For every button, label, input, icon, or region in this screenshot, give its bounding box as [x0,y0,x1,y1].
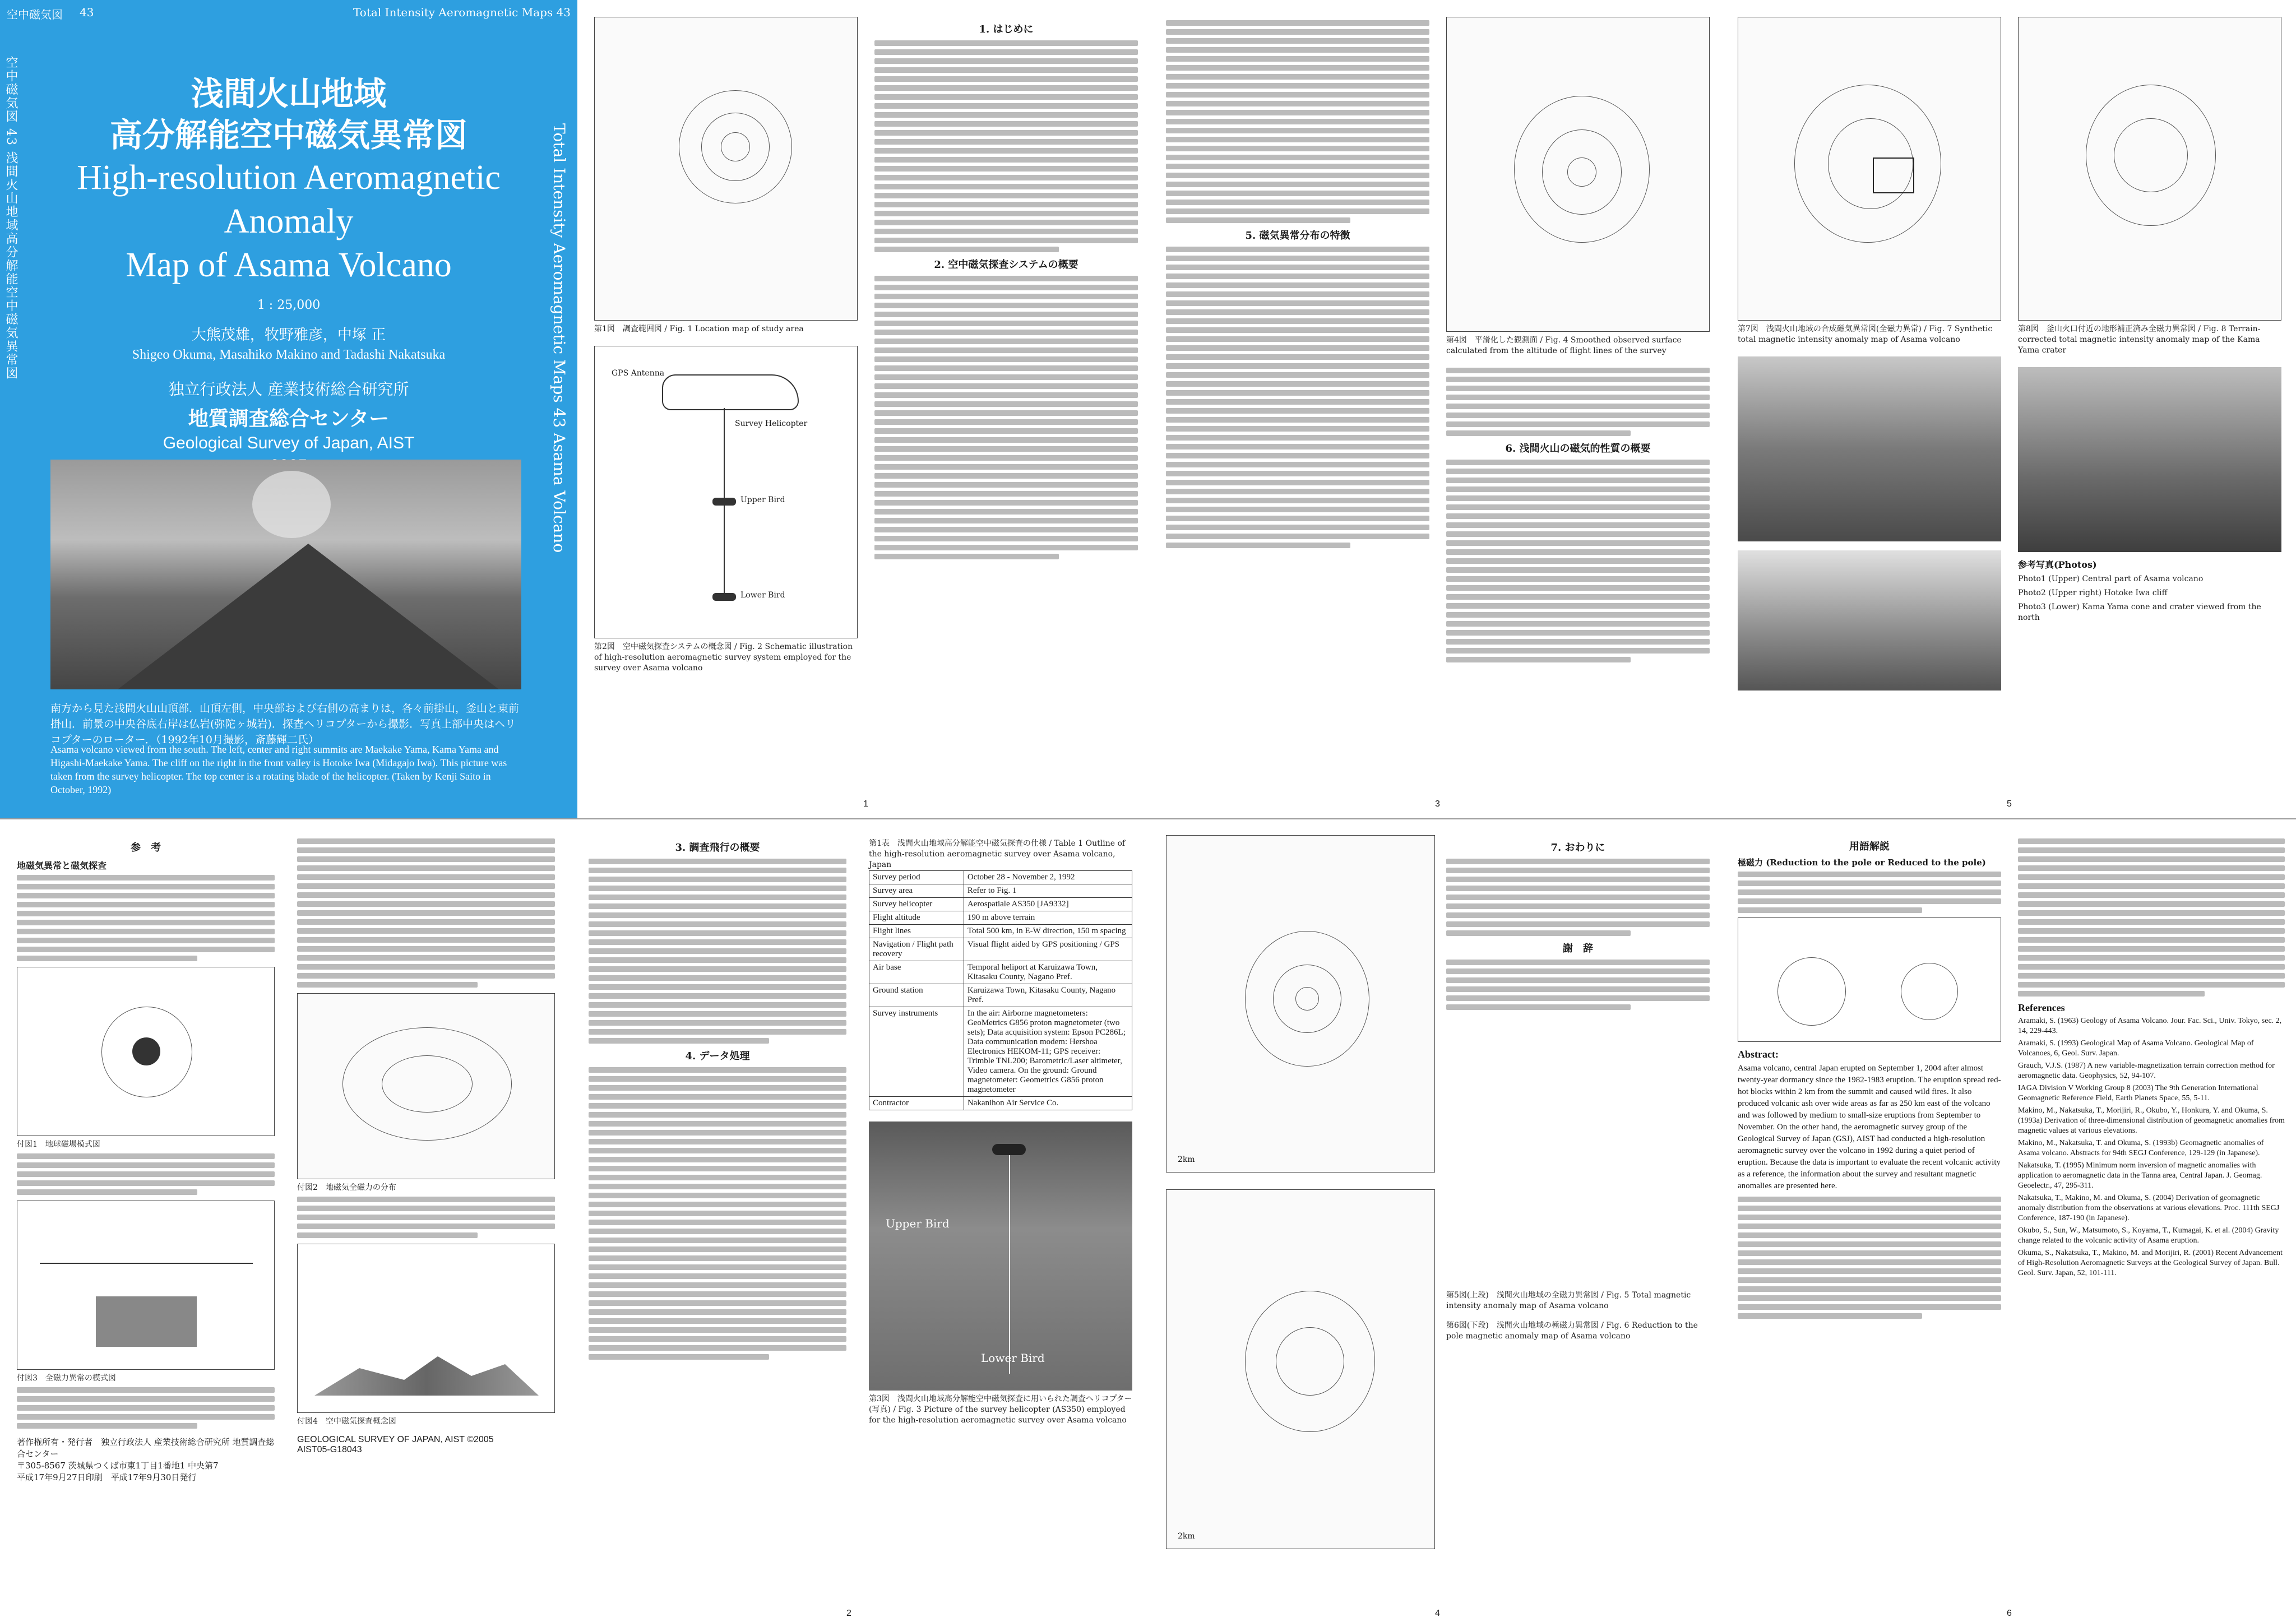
upper-bird-label: Upper Bird [740,495,785,504]
fig5-caption: 第5図(上段) 浅間火山地域の全磁力異常図 / Fig. 5 Total magnetic intensity anomaly map of Asama volcano [1446,1291,1691,1310]
table-key-cell: Survey period [869,871,964,884]
table-key-cell: Contractor [869,1097,964,1110]
table-row [869,884,1132,898]
fig8-caption: 第8図 釜山火口付近の地形補正済み全磁力異常図 / Fig. 8 Terrain-corrected total magnetic intensity anomaly map of the Kama Yama crater [2018,325,2261,355]
table-value-cell: Visual flight aided by GPS positioning / GPS [964,938,1132,961]
page3-col-right [1446,17,1710,666]
section6-heading: 6. 浅間火山の磁気的性質の概要 [1505,443,1651,455]
acknowledgement-heading: 謝 辞 [1563,943,1593,954]
magnetic-body [96,1296,197,1347]
reference-item: Nakatsuka, T. (1995) Minimum norm inversion of magnetic anomalies with application to aeromagnetic data in the Tanna area, Central Japan. J. Geomag. Geoelectr., 47, 295-311. [2018,1161,2262,1190]
page2-col-4 [869,835,1132,1426]
footer-addr: 〒305-8567 茨城県つくば市東1丁目1番地1 中央第7 [17,1461,219,1471]
header-series-jp: 空中磁気図 [7,8,63,21]
scale-label: 2km [1178,1155,1195,1164]
fig2-caption: 第2図 空中磁気探査システムの概念図 / Fig. 2 Schematic illustration of high-resolution aeromagnetic survey system employed for the survey over Asama volcano [594,642,853,673]
table-value-cell: Refer to Fig. 1 [964,884,1132,898]
terrain-profile [314,1356,539,1396]
fig1-location-map [594,17,858,321]
section5-heading: 5. 磁気異常分布の特徴 [1245,230,1350,242]
header-series-num: 43 [80,6,94,19]
table-key-cell: Navigation / Flight path recovery [869,938,964,961]
page2-col-1 [17,835,275,1484]
fig5-total-intensity-map [1166,835,1435,1173]
section4-heading: 4. データ処理 [685,1050,750,1062]
glossary-heading: 用語解説 [1849,841,1890,852]
page-number: 4 [1435,1609,1440,1618]
fig-a3-anomaly-diagram [17,1201,275,1370]
title-en-1: High-resolution Aeromagnetic Anomaly [77,159,501,240]
survey-spec-table [869,870,1132,1110]
table-value-cell: Karuizawa Town, Kitasaku County, Nagano Pref. [964,984,1132,1007]
photo1-central-part [1738,356,2001,541]
fig6-caption: 第6図(下段) 浅間火山地域の極磁力異常図 / Fig. 6 Reduction to the pole magnetic anomaly map of Asama volcano [1446,1321,1698,1341]
photo2-hotoke-iwa [2018,367,2281,552]
earth-core [132,1037,160,1065]
footer-publisher [17,1436,275,1484]
footer-date: 平成17年9月27日印刷 平成17年9月30日発行 [17,1472,197,1482]
reference-item: Makino, M., Nakatsuka, T. and Okuma, S. (1993b) Geomagnetic anomalies of Asama volcano. Abstracts for 94th SEGJ Conference, 129-129 (in Japanese). [2018,1139,2264,1157]
fig3-helicopter-photo [869,1122,1132,1391]
photo-upper-bird-label: Upper Bird [886,1217,950,1230]
page2-col-3 [589,835,846,1363]
section3-heading: 3. 調査飛行の概要 [675,842,760,854]
org-jp-1: 独立行政法人 産業技術総合研究所 [168,380,409,398]
photo-caption-jp: 南方から見た浅間火山山頂部．山頂左側，中央部および右側の高まりは，各々前掛山，釜山と東前掛山．前景の中央谷底右岸は仏岩(弥陀ヶ城岩)．探査ヘリコプターから撮影．写真上部中央はヘリコプターのローター．（1992年10月撮影，斎藤輝二氏） [50,702,520,746]
fig8-crater-map [2018,17,2281,321]
page3-col-left [1166,17,1429,552]
photo-cable [1009,1155,1010,1374]
reference-item: Grauch, V.J.S. (1987) A new variable-magnetization terrain correction method for aeromagnetic data. Geophysics, 52, 94-107. [2018,1062,2275,1080]
section2-heading: 2. 空中磁気探査システムの概要 [934,259,1078,271]
upper-bird-shape [712,498,736,506]
reference-item: Aramaki, S. (1993) Geological Map of Asama Volcano. Geological Map of Volcanoes, 6, Geol. Surv. Japan. [2018,1039,2254,1058]
table-key-cell: Survey instruments [869,1007,964,1097]
title-jp-2: 高分解能空中磁気異常図 [109,116,467,154]
page-number: 1 [863,799,868,809]
photo1-caption: Photo1 (Upper) Central part of Asama volcano [2018,574,2204,583]
scale-label: 2km [1178,1532,1195,1541]
page5-col-left [1738,17,2001,690]
contour-ring [1295,987,1319,1011]
table-row [869,938,1132,961]
reference-item: Okuma, S., Nakatsuka, T., Makino, M. and Morijiri, R. (2001) Recent Advancement of High-Resolution Aeromagnetic Surveys at the Geological Survey of Japan. Bull. Geol. Surv. Japan, 52, 101-111. [2018,1249,2283,1277]
photo2-caption: Photo2 (Upper right) Hotoke Iwa cliff [2018,588,2168,597]
table-row [869,1097,1132,1110]
contour-ring [1777,957,1846,1026]
page-6 [1726,824,2296,1622]
glossary-figure [1738,917,2001,1042]
fig-a1-earth-field [17,967,275,1136]
page-2 [0,824,1144,1622]
spine-right: Total Intensity Aeromagnetic Maps 43 Asama Volcano [550,123,568,553]
fig7-caption: 第7図 浅間火山地域の合成磁気異常図(全磁力異常) / Fig. 7 Synthetic total magnetic intensity anomaly map of Asama volcano [1738,325,1993,344]
table-key-cell: Survey helicopter [869,898,964,911]
page4-col-left [1166,835,1435,1549]
profile-line [40,1263,253,1264]
table-row [869,961,1132,984]
contour-ring [382,1055,473,1113]
table-value-cell: In the air: Airborne magnetometers: GeoMetrics G856 proton magnetometer (two sets); Data acquisition system: Epson PC286L; Data communication modem: Hershoa Electronics HEKOM-11; GPS receiver: Trimble TNL200; Barometric/Laser altimeter, Video camera. On the ground: Ground magnetometer: Geometrics G856 proton magnetometer [964,1007,1132,1097]
contour-ring [1567,157,1596,187]
reference-item: Makino, M., Nakatsuka, T., Morijiri, R., Okubo, Y., Honkura, Y. and Okuma, S. (1993a) Derivation of three-dimensional distribution of geomagnetic anomalies from magnetic values at various elevations. [2018,1106,2285,1135]
fig-a4-survey-concept [297,1244,555,1413]
table-value-cell: Nakanihon Air Service Co. [964,1097,1132,1110]
section7-heading: 7. おわりに [1550,842,1605,854]
table-key-cell: Flight lines [869,925,964,938]
fig7-synthetic-map [1738,17,2001,321]
table-value-cell: Temporal heliport at Karuizawa Town, Kitasaku County, Nagano Pref. [964,961,1132,984]
fig6-reduction-to-pole-map [1166,1189,1435,1549]
fig-a4-caption: 付図4 空中磁気探査概念図 [297,1417,396,1426]
contour-ring [1276,1327,1344,1396]
fig4-caption: 第4図 平滑化した観測面 / Fig. 4 Smoothed observed surface calculated from the altitude of flight lines of the survey [1446,336,1682,355]
photo-caption-en: Asama volcano viewed from the south. The left, center and right summits are Maekake Yama, Kama Yama and Higashi-Maekake Yama. The cliff on the right in the front valley is Hotoke Iwa (Midagajo Iwa). This picture was taken from the survey helicopter. The top center is a rotating blade of the helicopter. (Taken by Kenji Saito in October, 1992) [50,744,507,795]
lower-bird-label: Lower Bird [740,591,785,600]
org-jp-2: 地質調査総合センター [188,407,390,430]
fig-a3-caption: 付図3 全磁力異常の模式図 [17,1374,116,1383]
eruption-plume [252,471,331,538]
helicopter-shape [662,374,799,410]
page-1 [583,0,1149,813]
page-4 [1155,824,1721,1622]
page-5 [1726,0,2296,813]
page-3 [1155,0,1721,813]
fig-a2-world-map [297,993,555,1179]
section1-heading: 1. はじめに [979,24,1034,35]
header-series-en: Total Intensity Aeromagnetic Maps 43 [353,6,571,19]
reference-list [2018,1016,2285,1278]
table-row [869,1007,1132,1097]
fig3-caption: 第3図 浅間火山地域高分解能空中磁気探査に用いられた調査ヘリコプター(写真) / Fig. 3 Picture of the survey helicopter (AS350) employed for the high-resolution aeromagnetic survey over Asama volcano [869,1394,1132,1425]
table-value-cell: 190 m above terrain [964,911,1132,925]
contour-ring [721,132,750,161]
title-en-2: Map of Asama Volcano [126,246,452,284]
fig1-caption: 第1図 調査範囲図 / Fig. 1 Location map of study area [594,325,804,333]
cover-page [0,0,577,818]
org-en: Geological Survey of Japan, AIST [163,434,415,452]
reference-item: Aramaki, S. (1963) Geology of Asama Volcano. Jour. Fac. Sci., Univ. Tokyo, sec. 2, 14, 229-443. [2018,1017,2282,1035]
page-number: 6 [2007,1609,2012,1618]
fig4-observed-surface [1446,17,1710,332]
heli-label: Survey Helicopter [735,419,808,428]
photos-label: 参考写真(Photos) [2018,559,2097,570]
title-jp-1: 浅間火山地域 [191,75,386,113]
contour-ring [1901,963,1958,1020]
gps-label: GPS Antenna [612,369,665,378]
footer-copyright: GEOLOGICAL SURVEY OF JAPAN, AIST ©2005 [297,1435,494,1444]
table-row [869,925,1132,938]
row-divider [0,818,2296,819]
volcano-photo [50,460,521,689]
page4-col-right [1446,835,1710,1342]
fig-a1-caption: 付図1 地球磁場模式図 [17,1140,100,1149]
fig-a2-caption: 付図2 地磁気全磁力の分布 [297,1183,396,1192]
volcano-peak [118,544,499,689]
table-value-cell: Aerospatiale AS350 [JA9332] [964,898,1132,911]
reference-item: Okubo, S., Sun, W., Matsumoto, S., Koyama, T., Kumagai, K. et al. (2004) Gravity change related to the volcanic activity of Asama eruption. [2018,1226,2279,1245]
spine-left: 空中磁気図 43 浅間火山地域高分解能空中磁気異常図 [4,56,18,380]
table1-title: 第1表 浅間火山地域高分解能空中磁気探査の仕様 / Table 1 Outline of the high-resolution aeromagnetic survey over Asama volcano, Japan [869,839,1126,869]
lower-bird-shape [712,593,736,601]
page-number: 3 [1435,799,1440,809]
page6-col-right [2018,835,2285,1281]
abstract-text: Asama volcano, central Japan erupted on September 1, 2004 after almost twenty-year dormancy since the 1982-1983 eruption. The eruption spread red-hot blocks within 2 km from the summit and caused wild fires. It also produced volcanic ash over wide areas as far as 250 km east of the volcano and was followed by medium to small-size eruptions from September to November. On the other hand, the aeromagnetic survey group of the Geological Survey of Japan (GSJ), AIST had conducted a high-resolution aeromagnetic survey over the volcano in 1992 during a quiet period of eruption. Because the data is important to evaluate the recent volcanic activity as a reference, the information about the survey and resultant magnetic anomalies are presented here. [1738,1064,2001,1190]
photo-lower-bird-label: Lower Bird [981,1351,1045,1365]
photo3-kama-yama [1738,550,2001,690]
photo-helicopter [992,1144,1026,1155]
table-key-cell: Flight altitude [869,911,964,925]
table-row [869,898,1132,911]
references-heading: References [2018,1002,2065,1013]
authors-en: Shigeo Okuma, Masahiko Makino and Tadashi Nakatsuka [132,347,446,362]
table-value-cell: October 28 - November 2, 1992 [964,871,1132,884]
reference-item: Nakatsuka, T., Makino, M. and Okuma, S. (2004) Derivation of geomagnetic anomaly distribution from the observations at various elevations. Proc. 111th SEGJ Conference, 187-190 (in Japanese). [2018,1194,2280,1222]
page-number: 5 [2007,799,2012,809]
page1-col-right [874,17,1138,563]
crater-box [1873,157,1914,193]
map-scale: 1 : 25,000 [257,298,321,312]
photo3-caption: Photo3 (Lower) Kama Yama cone and crater viewed from the north [2018,603,2261,622]
fig2-system-diagram [594,346,858,638]
page1-col-left [594,17,858,674]
table-key-cell: Air base [869,961,964,984]
page2-col-2 [297,835,555,1455]
page5-col-right [2018,17,2281,623]
cover-header [7,6,571,22]
abstract-heading: Abstract: [1738,1049,1779,1060]
title-block [45,73,533,475]
contour-ring [2114,118,2188,192]
page-number: 2 [846,1609,851,1618]
table-row [869,911,1132,925]
table-row [869,871,1132,884]
authors-jp: 大熊茂雄，牧野雅彦，中塚 正 [191,327,386,344]
page6-col-left [1738,835,2001,1322]
glossary-term: 極磁力 (Reduction to the pole or Reduced to the pole) [1738,858,1986,868]
reference-item: IAGA Division V Working Group 8 (2003) The 9th Generation International Geomagnetic Reference Field, Earth Planets Space, 55, 5-11. [2018,1084,2258,1102]
table-key-cell: Ground station [869,984,964,1007]
table-row [869,984,1132,1007]
table-key-cell: Survey area [869,884,964,898]
footer-code: AIST05-G18043 [297,1445,362,1454]
sub-heading: 地磁気異常と磁気探査 [17,860,107,871]
reference-heading: 参 考 [131,842,161,854]
footer-pub: 著作権所有・発行者 独立行政法人 産業技術総合研究所 地質調査総合センター [17,1437,275,1459]
table-value-cell: Total 500 km, in E-W direction, 150 m spacing [964,925,1132,938]
